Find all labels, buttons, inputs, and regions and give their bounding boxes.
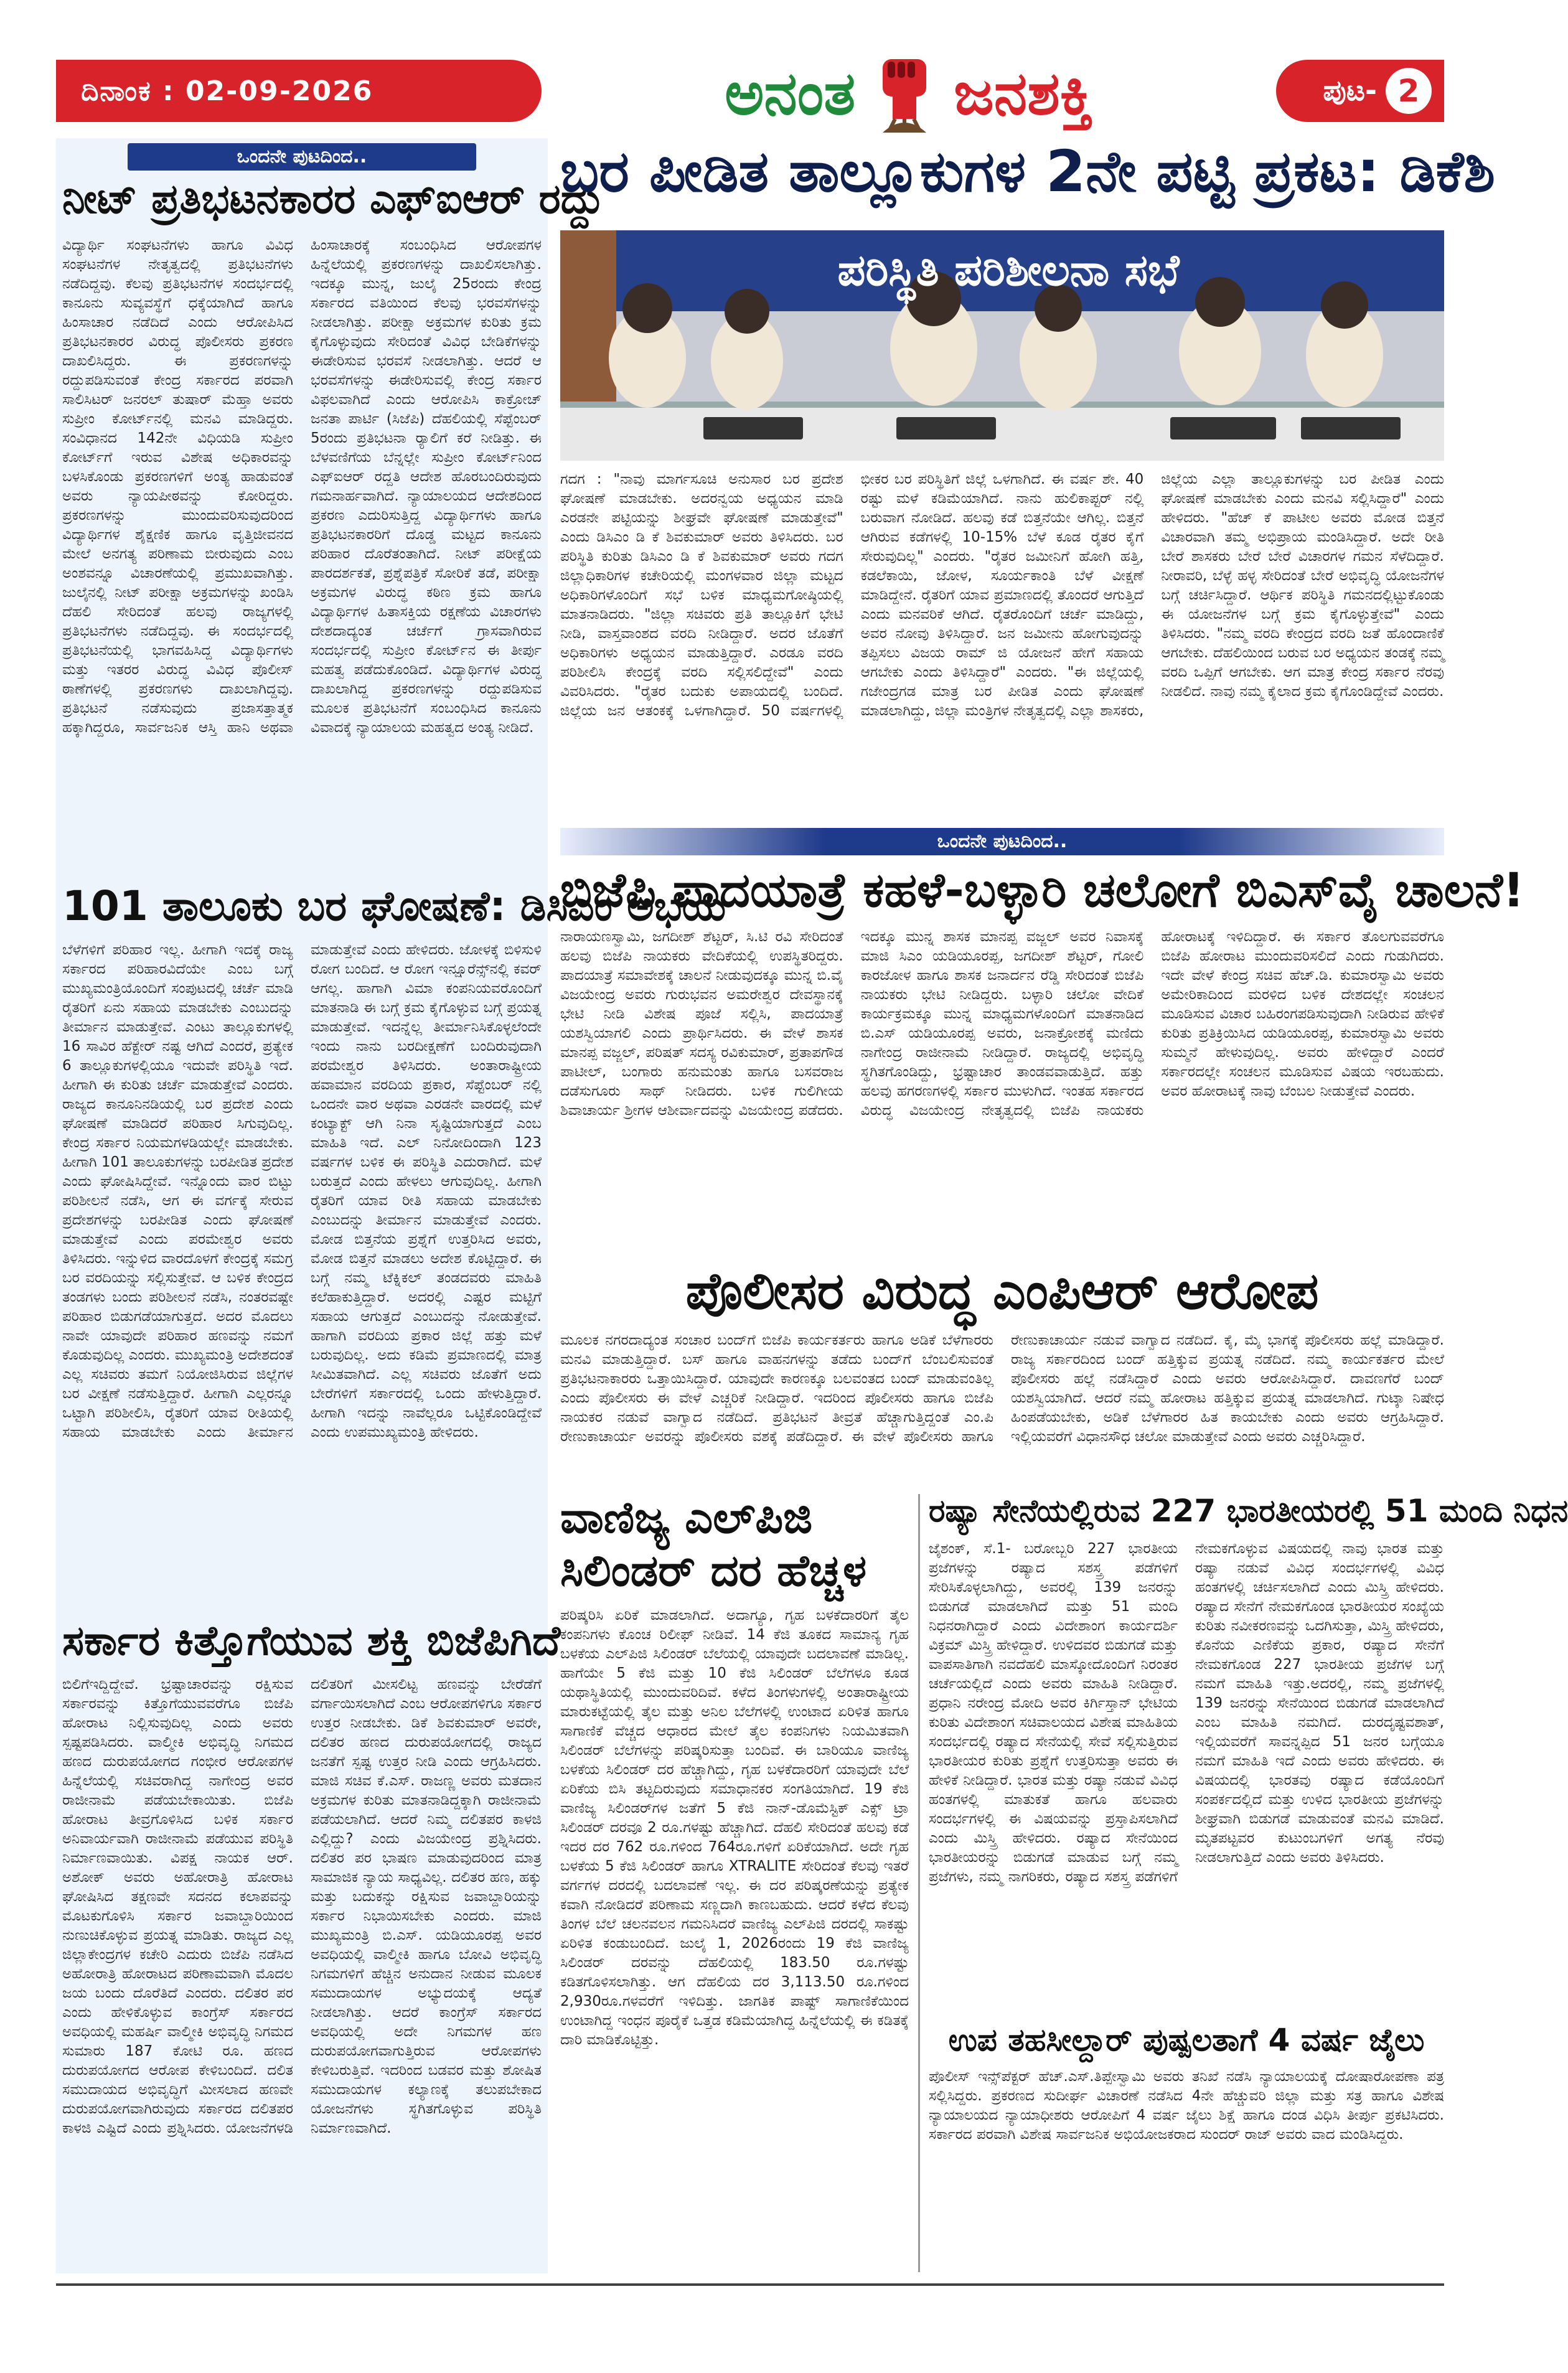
lpg-article <box>560 1494 909 2260</box>
lead-headline: ಬರ ಪೀಡಿತ ತಾಲ್ಲೂಕುಗಳ 2ನೇ ಪಟ್ಟಿ ಪ್ರಕಟ: ಡಿಕೆಶಿ <box>560 138 1495 205</box>
page-number: 2 <box>1386 68 1432 114</box>
meeting-photo <box>560 230 1444 461</box>
date-bar <box>56 60 542 122</box>
padayatre-headline: ಬಿಜೆಪಿ ಪಾದಯಾತ್ರೆ ಕಹಳೆ-ಬಳ್ಳಾರಿ ಚಲೋಗೆ ಬಿಎಸ್‌ವೈ ಚಾಲನೆ! <box>560 862 1524 918</box>
tahsildar-body: ಪೊಲೀಸ್ ಇನ್ಸ್‌ಪೆಕ್ಟರ್ ಹೆಚ್.ಎಸ್.ತಿಪ್ಪೇಸ್ವಾಮಿ ಅವರು ತನಿಖೆ ನಡೆಸಿ ನ್ಯಾಯಾಲಯಕ್ಕೆ ದೋಷಾರೋಪಣಾ ಪತ್ರ ಸಲ್ಲಿಸಿದ್ದರು. ಪ್ರಕರಣದ ಸುದೀರ್ಘ ವಿಚಾರಣೆ ನಡೆಸಿದ 4ನೇ ಹೆಚ್ಚುವರಿ ಜಿಲ್ಲಾ ಮತ್ತು ಸತ್ರ ಹಾಗೂ ವಿಶೇಷ ನ್ಯಾಯಾಲಯದ ನ್ಯಾಯಾಧೀಶರು ಆರೋಪಿಗೆ 4 ವರ್ಷ ಜೈಲು ಶಿಕ್ಷೆ ಹಾಗೂ ದಂಡ ವಿಧಿಸಿ ತೀರ್ಪು ಪ್ರಕಟಿಸಿದರು. ಸರ್ಕಾರದ ಪರವಾಗಿ ವಿಶೇಷ ಸಾರ್ವಜನಿಕ ಅಭಿಯೋಜಕರಾದ ಸುಂದರ್ ರಾಜ್ ಅವರು ವಾದ ಮಂಡಿಸಿದ್ದರು. <box>929 2069 1444 2143</box>
tahsildar-article <box>929 2023 1444 2267</box>
page-label: ಪುಟ- <box>1323 73 1377 107</box>
drought-taluk-body: ಬೆಳೆಗಳಿಗೆ ಪರಿಹಾರ ಇಲ್ಲ. ಹೀಗಾಗಿ ಇದಕ್ಕೆ ರಾಜ್ಯ ಸರ್ಕಾರದ ಪರಿಹಾರವಿದೆಯೇ ಎಂಬ ಬಗ್ಗೆ ಮುಖ್ಯಮಂತ್ರಿಯೊಂದಿಗೆ ಸಂಪುಟದಲ್ಲಿ ಚರ್ಚೆ ಮಾಡಿ ರೈತರಿಗೆ ಏನು ಸಹಾಯ ಮಾಡಬೇಕು ಎಂಬುದನ್ನು ತೀರ್ಮಾನ ಮಾಡುತ್ತೇವೆ. ಎಂಟು ತಾಲ್ಲೂಕುಗಳಲ್ಲಿ 16 ಸಾವಿರ ಹೆಕ್ಟೇರ್ ನಷ್ಟ ಆಗಿದೆ ಎಂದರೆ, ಪ್ರತ್ಯೇಕ 6 ತಾಲ್ಲೂಕುಗಳಲ್ಲಿಯೂ ಇದುವೇ ಪರಿಸ್ಥಿತಿ ಇದೆ. ಹೀಗಾಗಿ ಈ ಕುರಿತು ಚರ್ಚೆ ಮಾಡುತ್ತೇವೆ ಎಂದರು. ರಾಜ್ಯದ ಕಾನೂನಿನಡಿಯಲ್ಲಿ ಬರ ಪ್ರದೇಶ ಎಂದು ಘೋಷಣೆ ಮಾಡಿದರೆ ಪರಿಹಾರ ಸಿಗುವುದಿಲ್ಲ. ಕೇಂದ್ರ ಸರ್ಕಾರ ನಿಯಮಗಳಡಿಯಲ್ಲೇ ಮಾಡಬೇಕು. ಹೀಗಾಗಿ 101 ತಾಲೂಕುಗಳನ್ನು ಬರಪೀಡಿತ ಪ್ರದೇಶ ಎಂದು ಘೋಷಿಸಿದ್ದೇವೆ. ಇನ್ನೊಂದು ವಾರ ಬಿಟ್ಟು ಪರಿಶೀಲನೆ ನಡೆಸಿ, ಆಗ ಈ ವರ್ಗಕ್ಕೆ ಸೇರುವ ಪ್ರದೇಶಗಳನ್ನು ಬರಪೀಡಿತ ಎಂದು ಘೋಷಣೆ ಮಾಡುತ್ತೇವೆ ಎಂದು ಪರಮೇಶ್ವರ ಅವರು ತಿಳಿಸಿದರು. ಇನ್ನುಳಿದ ವಾರದೊಳಗೆ ಕೇಂದ್ರಕ್ಕೆ ಸಮಗ್ರ ಬರ ವರದಿಯನ್ನು ಸಲ್ಲಿಸುತ್ತೇವೆ. ಆ ಬಳಿಕ ಕೇಂದ್ರದ ತಂಡಗಳು ಬಂದು ಪರಿಶೀಲನೆ ನಡೆಸಿ, ನಂತರವಷ್ಟೇ ಪರಿಹಾರ ಬಿಡುಗಡೆಯಾಗುತ್ತದೆ. ಅದರ ಮೊದಲು ನಾವೇ ಯಾವುದೇ ಪರಿಹಾರ ಹಣವನ್ನು ನಮಗೆ ಕೊಡುವುದಿಲ್ಲ ಎಂದರು. ಮುಖ್ಯಮಂತ್ರಿ ಅದೇಶದಂತೆ ಎಲ್ಲ ಸಚಿವರು ತಮಗೆ ನಿಯೋಜಿಸಿರುವ ಜಿಲ್ಲೆಗಳ ಬರ ವೀಕ್ಷಣೆ ನಡೆಸುತ್ತಿದ್ದಾರೆ. ಹೀಗಾಗಿ ಎಲ್ಲರನ್ನೂ ಒಟ್ಟಾಗಿ ಪರಿಶೀಲಿಸಿ, ರೈತರಿಗೆ ಯಾವ ರೀತಿಯಲ್ಲಿ ಸಹಾಯ ಮಾಡಬೇಕು ಎಂದು ತೀರ್ಮಾನ ಮಾಡುತ್ತೇವೆ ಎಂದು ಹೇಳಿದರು. ಜೋಳಕ್ಕೆ ಬಿಳಿಸುಳಿ ರೋಗ ಬಂದಿದೆ. ಆ ರೋಗ ಇನ್ಷೂರೆನ್ಸ್‌ನಲ್ಲಿ ಕವರ್ ಆಗಲ್ಲ. ಹಾಗಾಗಿ ವಿಮಾ ಕಂಪನಿಯವರೊಂದಿಗೆ ಮಾತನಾಡಿ ಈ ಬಗ್ಗೆ ಕ್ರಮ ಕೈಗೊಳ್ಳುವ ಬಗ್ಗೆ ಪ್ರಯತ್ನ ಮಾಡುತ್ತೇವೆ. ಇದನ್ನೆಲ್ಲ ತೀರ್ಮಾನಿಸಿಕೊಳ್ಳಲೆಂದೇ ಇಂದು ನಾನು ಬರದೀಕ್ಷಣೆಗೆ ಬಂದಿರುವುದಾಗಿ ಪರಮೇಶ್ವರ ತಿಳಿಸಿದರು. ಅಂತಾರಾಷ್ಟ್ರೀಯ ಹವಾಮಾನ ವರದಿಯ ಪ್ರಕಾರ, ಸೆಪ್ಟೆಂಬರ್ ನಲ್ಲಿ ಒಂದನೇ ವಾರ ಅಥವಾ ಎರಡನೇ ವಾರದಲ್ಲಿ ಮಳೆ ಕಂಟ್ಯಾಕ್ಟ್ ಆಗಿ ನಿನಾ ಸೃಷ್ಟಿಯಾಗುತ್ತದೆ ಎಂಬ ಮಾಹಿತಿ ಇದೆ. ಎಲ್ ನಿನೋದಿಂದಾಗಿ 123 ವರ್ಷಗಳ ಬಳಿಕ ಈ ಪರಿಸ್ಥಿತಿ ಎದುರಾಗಿದೆ. ಮಳೆ ಬರುತ್ತದೆ ಎಂದು ಹೇಳಲು ಆಗುವುದಿಲ್ಲ. ಹೀಗಾಗಿ ರೈತರಿಗೆ ಯಾವ ರೀತಿ ಸಹಾಯ ಮಾಡಬೇಕು ಎಂಬುದನ್ನು ತೀರ್ಮಾನ ಮಾಡುತ್ತೇವೆ ಎಂದರು. ಮೋಡ ಬಿತ್ತನೆಯ ಪ್ರಶ್ನೆಗೆ ಉತ್ತರಿಸಿದ ಅವರು, ಮೋಡ ಬಿತ್ತನೆ ಮಾಡಲು ಅದೇಶ ಕೊಟ್ಟಿದ್ದಾರೆ. ಈ ಬಗ್ಗೆ ನಮ್ಮ ಟೆಕ್ನಿಕಲ್ ತಂಡದವರು ಮಾಹಿತಿ ಕಲೆಹಾಕುತ್ತಿದ್ದಾರೆ. ಅದರಲ್ಲಿ ಎಷ್ಟರ ಮಟ್ಟಿಗೆ ಸಹಾಯ ಆಗುತ್ತದೆ ಎಂಬುದನ್ನು ನೋಡುತ್ತೇವೆ. ಹಾಗಾಗಿ ವರದಿಯ ಪ್ರಕಾರ ಜಿಲ್ಲೆ ಹತ್ತು ಮಳೆ ಬರುವುದಿಲ್ಲ. ಅದು ಕಡಿಮೆ ಪ್ರಮಾಣದಲ್ಲಿ ಮಾತ್ರ ಸೀಮಿತವಾಗಿದೆ. ಎಲ್ಲ ಸಚಿವರು ಜೊತೆಗೆ ಅದು ಬೇರೆಗಳಿಗೆ ಸರ್ಕಾರದಲ್ಲಿ ಒಂದು ಹೇಳುತ್ತಿದ್ದಾರೆ. ಹೀಗಾಗಿ ಇದನ್ನು ನಾವೆಲ್ಲರೂ ಒಟ್ಟಿಕೊಂಡಿದ್ದೇವೆ ಎಂದು ಉಪಮುಖ್ಯಮಂತ್ರಿ ಹೇಳಿದರು. <box>62 941 542 1440</box>
neet-body: ವಿದ್ಯಾರ್ಥಿ ಸಂಘಟನೆಗಳು ಹಾಗೂ ವಿವಿಧ ಸಂಘಟನೆಗಳ ನೇತೃತ್ವದಲ್ಲಿ ಪ್ರತಿಭಟನೆಗಳು ನಡೆದಿದ್ದವು. ಕೆಲವು ಪ್ರತಿಭಟನೆಗಳ ಸಂದರ್ಭದಲ್ಲಿ ಕಾನೂನು ಸುವ್ಯವಸ್ಥೆಗೆ ಧಕ್ಕೆಯಾಗಿದೆ ಹಾಗೂ ಹಿಂಸಾಚಾರ ನಡೆದಿದೆ ಎಂದು ಆರೋಪಿಸಿದ ಪ್ರತಿಭಟನಕಾರರ ವಿರುದ್ಧ ಪೊಲೀಸರು ಪ್ರಕರಣ ದಾಖಲಿಸಿದ್ದರು. ಈ ಪ್ರಕರಣಗಳನ್ನು ರದ್ದುಪಡಿಸುವಂತೆ ಕೇಂದ್ರ ಸರ್ಕಾರದ ಪರವಾಗಿ ಸಾಲಿಸಿಟರ್ ಜನರಲ್ ತುಷಾರ್ ಮೆಹ್ತಾ ಅವರು ಸುಪ್ರೀಂ ಕೋರ್ಟ್‌ನಲ್ಲಿ ಮನವಿ ಮಾಡಿದ್ದರು. ಸಂವಿಧಾನದ 142ನೇ ವಿಧಿಯಡಿ ಸುಪ್ರೀಂ ಕೋರ್ಟ್‌ಗೆ ಇರುವ ವಿಶೇಷ ಅಧಿಕಾರವನ್ನು ಬಳಸಿಕೊಂಡು ಪ್ರಕರಣಗಳಿಗೆ ಅಂತ್ಯ ಹಾಡುವಂತೆ ಅವರು ನ್ಯಾಯಪೀಠವನ್ನು ಕೋರಿದ್ದರು. ಪ್ರಕರಣಗಳನ್ನು ಮುಂದುವರಿಸುವುದರಿಂದ ವಿದ್ಯಾರ್ಥಿಗಳ ಶೈಕ್ಷಣಿಕ ಹಾಗೂ ವೃತ್ತಿಜೀವನದ ಮೇಲೆ ಅನಗತ್ಯ ಪರಿಣಾಮ ಬೀರುವುದು ಎಂಬ ಅಂಶವನ್ನೂ ವಿಚಾರಣೆಯಲ್ಲಿ ಪ್ರಮುಖವಾಗಿತ್ತು. ಜುಲೈನಲ್ಲಿ ನೀಟ್ ಪರೀಕ್ಷಾ ಅಕ್ರಮಗಳನ್ನು ಖಂಡಿಸಿ ದೆಹಲಿ ಸೇರಿದಂತೆ ಹಲವು ರಾಜ್ಯಗಳಲ್ಲಿ ಪ್ರತಿಭಟನೆಗಳು ನಡೆದಿದ್ದವು. ಈ ಸಂದರ್ಭದಲ್ಲಿ ಪ್ರತಿಭಟನೆಯಲ್ಲಿ ಭಾಗವಹಿಸಿದ್ದ ವಿದ್ಯಾರ್ಥಿಗಳು ಮತ್ತು ಇತರರ ವಿರುದ್ಧ ವಿವಿಧ ಪೊಲೀಸ್ ಠಾಣೆಗಳಲ್ಲಿ ಪ್ರಕರಣಗಳು ದಾಖಲಾಗಿದ್ದವು. ಪ್ರತಿಭಟನೆ ನಡೆಸುವುದು ಪ್ರಜಾಸತ್ತಾತ್ಮಕ ಹಕ್ಕಾಗಿದ್ದರೂ, ಸಾರ್ವಜನಿಕ ಆಸ್ತಿ ಹಾನಿ ಅಥವಾ ಹಿಂಸಾಚಾರಕ್ಕೆ ಸಂಬಂಧಿಸಿದ ಆರೋಪಗಳ ಹಿನ್ನೆಲೆಯಲ್ಲಿ ಪ್ರಕರಣಗಳನ್ನು ದಾಖಲಿಸಲಾಗಿತ್ತು. ಇದಕ್ಕೂ ಮುನ್ನ, ಜುಲೈ 25ರಂದು ಕೇಂದ್ರ ಸರ್ಕಾರದ ವತಿಯಿಂದ ಕೆಲವು ಭರವಸೆಗಳನ್ನು ನೀಡಲಾಗಿತ್ತು. ಪರೀಕ್ಷಾ ಅಕ್ರಮಗಳ ಕುರಿತು ಕ್ರಮ ಕೈಗೊಳ್ಳುವುದು ಸೇರಿದಂತೆ ವಿವಿಧ ಬೇಡಿಕೆಗಳನ್ನು ಈಡೇರಿಸುವ ಭರವಸೆ ನೀಡಲಾಗಿತ್ತು. ಆದರೆ ಆ ಭರವಸೆಗಳನ್ನು ಈಡೇರಿಸುವಲ್ಲಿ ಕೇಂದ್ರ ಸರ್ಕಾರ ವಿಫಲವಾಗಿದೆ ಎಂದು ಆರೋಪಿಸಿ ಕಾಕ್ರೋಚ್ ಜನತಾ ಪಾರ್ಟಿ (ಸಿಜೆಪಿ) ದೆಹಲಿಯಲ್ಲಿ ಸೆಪ್ಟೆಂಬರ್ 5ರಂದು ಪ್ರತಿಭಟನಾ ರ‍್ಯಾಲಿಗೆ ಕರೆ ನೀಡಿತ್ತು. ಈ ಬೆಳವಣಿಗೆಯ ಬೆನ್ನಲ್ಲೇ ಸುಪ್ರೀಂ ಕೋರ್ಟ್‌ನಿಂದ ಎಫ್‌ಐಆರ್ ರದ್ದತಿ ಆದೇಶ ಹೊರಬಂದಿರುವುದು ಗಮನಾರ್ಹವಾಗಿದೆ. ನ್ಯಾಯಾಲಯದ ಆದೇಶದಿಂದ ಪ್ರಕರಣ ಎದುರಿಸುತ್ತಿದ್ದ ವಿದ್ಯಾರ್ಥಿಗಳು ಹಾಗೂ ಪ್ರತಿಭಟನಕಾರರಿಗೆ ದೊಡ್ಡ ಮಟ್ಟದ ಕಾನೂನು ಪರಿಹಾರ ದೊರೆತಂತಾಗಿದೆ. ನೀಟ್ ಪರೀಕ್ಷೆಯ ಪಾರದರ್ಶಕತೆ, ಪ್ರಶ್ನೆಪತ್ರಿಕೆ ಸೋರಿಕೆ ತಡೆ, ಪರೀಕ್ಷಾ ಅಕ್ರಮಗಳ ವಿರುದ್ಧ ಕಠಿಣ ಕ್ರಮ ಹಾಗೂ ವಿದ್ಯಾರ್ಥಿಗಳ ಹಿತಾಸಕ್ತಿಯ ರಕ್ಷಣೆಯ ವಿಚಾರಗಳು ದೇಶದಾದ್ಯಂತ ಚರ್ಚೆಗೆ ಗ್ರಾಸವಾಗಿರುವ ಸಂದರ್ಭದಲ್ಲಿ ಸುಪ್ರೀಂ ಕೋರ್ಟ್‌ನ ಈ ತೀರ್ಪು ಮಹತ್ವ ಪಡೆದುಕೊಂಡಿದೆ. ವಿದ್ಯಾರ್ಥಿಗಳ ವಿರುದ್ಧ ದಾಖಲಾಗಿದ್ದ ಪ್ರಕರಣಗಳನ್ನು ರದ್ದುಪಡಿಸುವ ಮೂಲಕ ಪ್ರತಿಭಟನೆಗೆ ಸಂಬಂಧಿಸಿದ ಕಾನೂನು ವಿವಾದಕ್ಕೆ ನ್ಯಾಯಾಲಯ ಮಹತ್ವದ ಅಂತ್ಯ ನೀಡಿದೆ. <box>62 237 542 736</box>
meeting-photo-image <box>560 230 1444 461</box>
logo-word-right: ಜನಶಕ್ತಿ <box>954 57 1093 128</box>
russia-body: ಜೈಶಂಕ್, ಸೆ.1- ಬರೋಬ್ಬರಿ 227 ಭಾರತೀಯ ಪ್ರಜೆಗಳನ್ನು ರಷ್ಯಾದ ಸಶಸ್ತ್ರ ಪಡೆಗಳಿಗೆ ಸೇರಿಸಿಕೊಳ್ಳಲಾಗಿದ್ದು, ಅವರಲ್ಲಿ 139 ಜನರನ್ನು ಬಿಡುಗಡೆ ಮಾಡಲಾಗಿದೆ ಮತ್ತು 51 ಮಂದಿ ನಿಧನರಾಗಿದ್ದಾರೆ ಎಂದು ವಿದೇಶಾಂಗ ಕಾರ್ಯದರ್ಶಿ ವಿಕ್ರಮ್ ಮಿಸ್ತ್ರಿ ಹೇಳಿದ್ದಾರೆ. ಉಳಿದವರ ಬಿಡುಗಡೆ ಮತ್ತು ವಾಪಸಾತಿಗಾಗಿ ನವದೆಹಲಿ ಮಾಸ್ಕೋದೊಂದಿಗೆ ನಿರಂತರ ಚರ್ಚೆಯಲ್ಲಿದೆ ಎಂದು ಅವರು ಮಾಹಿತಿ ನೀಡಿದ್ದಾರೆ. ಪ್ರಧಾನಿ ನರೇಂದ್ರ ಮೋದಿ ಅವರ ಕಿರ್ಗಿಸ್ತಾನ್ ಭೇಟಿಯ ಕುರಿತು ವಿದೇಶಾಂಗ ಸಚಿವಾಲಯದ ವಿಶೇಷ ಮಾಹಿತಿಯ ಸಂದರ್ಭದಲ್ಲಿ ರಷ್ಯಾದ ಸೇನೆಯಲ್ಲಿ ಸೇವೆ ಸಲ್ಲಿಸುತ್ತಿರುವ ಭಾರತೀಯರ ಕುರಿತು ಪ್ರಶ್ನೆಗೆ ಉತ್ತರಿಸುತ್ತಾ ಅವರು ಈ ಹೇಳಿಕೆ ನೀಡಿದ್ದಾರೆ. ಭಾರತ ಮತ್ತು ರಷ್ಯಾ ನಡುವೆ ವಿವಿಧ ಹಂತಗಳಲ್ಲಿ ಮಾತುಕತೆ ಹಾಗೂ ಹಲವಾರು ಸಂದರ್ಭಗಳಲ್ಲಿ ಈ ವಿಷಯವನ್ನು ಪ್ರಸ್ತಾಪಿಸಲಾಗಿದೆ ಎಂದು ಮಿಸ್ತ್ರಿ ಹೇಳಿದರು. ರಷ್ಯಾದ ಸೇನೆಯಿಂದ ಭಾರತೀಯರನ್ನು ಬಿಡುಗಡೆ ಮಾಡುವ ಬಗ್ಗೆ ನಮ್ಮ ಪ್ರಜೆಗಳು, ನಮ್ಮ ನಾಗರಿಕರು, ರಷ್ಯಾದ ಸಶಸ್ತ್ರ ಪಡೆಗಳಿಗೆ ನೇಮಕಗೊಳ್ಳುವ ವಿಷಯದಲ್ಲಿ ನಾವು ಭಾರತ ಮತ್ತು ರಷ್ಯಾ ನಡುವೆ ವಿವಿಧ ಸಂದರ್ಭಗಳಲ್ಲಿ ವಿವಿಧ ಹಂತಗಳಲ್ಲಿ ಚರ್ಚಿಸಲಾಗಿದೆ ಎಂದು ಮಿಸ್ತ್ರಿ ಹೇಳಿದರು. ರಷ್ಯಾದ ಸೇನೆಗೆ ನೇಮಕಗೊಂಡ ಭಾರತೀಯರ ಸಂಖ್ಯೆಯ ಕುರಿತು ನವೀಕರಣವನ್ನು ಒದಗಿಸುತ್ತಾ, ಮಿಸ್ತ್ರಿ ಹೇಳಿದರು, ಕೊನೆಯ ಎಣಿಕೆಯ ಪ್ರಕಾರ, ರಷ್ಯಾದ ಸೇನೆಗೆ ನೇಮಕಗೊಂಡ 227 ಭಾರತೀಯ ಪ್ರಜೆಗಳ ಬಗ್ಗೆ ನಮಗೆ ಮಾಹಿತಿ ಇತ್ತು.ಅದರಲ್ಲಿ, ನಮ್ಮ ಪ್ರಜೆಗಳಲ್ಲಿ 139 ಜನರನ್ನು ಸೇನೆಯಿಂದ ಬಿಡುಗಡೆ ಮಾಡಲಾಗಿದೆ ಎಂಬ ಮಾಹಿತಿ ನಮಗಿದೆ. ದುರದೃಷ್ಟವಶಾತ್, ಇಲ್ಲಿಯವರೆಗೆ ಸಾವನ್ನಪ್ಪಿದ 51 ಜನರ ಬಗ್ಗೆಯೂ ನಮಗೆ ಮಾಹಿತಿ ಇದೆ ಎಂದು ಅವರು ಹೇಳಿದರು. ಈ ವಿಷಯದಲ್ಲಿ ಭಾರತವು ರಷ್ಯಾದ ಕಡೆಯೊಂದಿಗೆ ಸಂಪರ್ಕದಲ್ಲಿದೆ ಮತ್ತು ಉಳಿದ ಭಾರತೀಯ ಪ್ರಜೆಗಳನ್ನು ಶೀಘ್ರವಾಗಿ ಬಿಡುಗಡೆ ಮಾಡುವಂತೆ ಮನವಿ ಮಾಡಿದೆ. ಮೃತಪಟ್ಟವರ ಕುಟುಂಬಗಳಿಗೆ ಅಗತ್ಯ ನೆರವು ನೀಡಲಾಗುತ್ತಿದೆ ಎಂದು ಅವರು ತಿಳಿಸಿದರು. <box>929 1541 1444 1885</box>
logo-word-left: ಅನಂತ <box>725 57 856 128</box>
police-body: ಮೂಲಕ ನಗರದಾದ್ಯಂತ ಸಂಚಾರ ಬಂದ್‌ಗೆ ಬಿಜೆಪಿ ಕಾರ್ಯಕರ್ತರು ಹಾಗೂ ಅಡಿಕೆ ಬೆಳೆಗಾರರು ಮನವಿ ಮಾಡುತ್ತಿದ್ದಾರೆ. ಬಸ್ ಹಾಗೂ ವಾಹನಗಳನ್ನು ತಡೆದು ಬಂದ್‌ಗೆ ಬೆಂಬಲಿಸುವಂತೆ ಪ್ರತಿಭಟನಾಕಾರರು ಒತ್ತಾಯಿಸಿದ್ದಾರೆ. ಯಾವುದೇ ಕಾರಣಕ್ಕೂ ಬಲವಂತದ ಬಂದ್ ಮಾಡುವಂತಿಲ್ಲ ಎಂದು ಪೊಲೀಸರು ಈ ವೇಳೆ ಎಚ್ಚರಿಕೆ ನೀಡಿದ್ದಾರೆ. ಇದರಿಂದ ಪೊಲೀಸರು ಹಾಗೂ ಬಿಜೆಪಿ ನಾಯಕರ ನಡುವೆ ವಾಗ್ವಾದ ನಡೆದಿದೆ. ಪ್ರತಿಭಟನೆ ತೀವ್ರತೆ ಹೆಚ್ಚಾಗುತ್ತಿದ್ದಂತೆ ಎಂ.ಪಿ ರೇಣುಕಾಚಾರ್ಯ ಅವರನ್ನು ಪೊಲೀಸರು ವಶಕ್ಕೆ ಪಡೆದಿದ್ದಾರೆ. ಈ ವೇಳೆ ಪೊಲೀಸರು ಹಾಗೂ ರೇಣುಕಾಚಾರ್ಯ ನಡುವೆ ವಾಗ್ವಾದ ನಡೆದಿದೆ. ಕೈ, ಮೈ ಭಾಗಕ್ಕೆ ಪೊಲೀಸರು ಹಲ್ಲೆ ಮಾಡಿದ್ದಾರೆ. ರಾಜ್ಯ ಸರ್ಕಾರದಿಂದ ಬಂದ್ ಹತ್ತಿಕ್ಕುವ ಪ್ರಯತ್ನ ನಡೆದಿದೆ. ನಮ್ಮ ಕಾರ್ಯಕರ್ತರ ಮೇಲೆ ಪೊಲೀಸರು ಹಲ್ಲೆ ನಡೆಸಿದ್ದಾರೆ ಎಂದು ಅವರು ಆರೋಪಿಸಿದ್ದಾರೆ. ದಾವಣಗೆರೆ ಬಂದ್ ಯಶಸ್ವಿಯಾಗಿದೆ. ಆದರೆ ನಮ್ಮ ಹೋರಾಟ ಹತ್ತಿಕ್ಕುವ ಪ್ರಯತ್ನ ಮಾಡಲಾಗಿದೆ. ಗುಟ್ಕಾ ನಿಷೇಧ ಹಿಂಪಡೆಯಬೇಕು, ಅಡಿಕೆ ಬೆಳೆಗಾರರ ಹಿತ ಕಾಯಬೇಕು ಎಂದು ಅವರು ಆಗ್ರಹಿಸಿದ್ದಾರೆ. ಇಲ್ಲಿಯವರೆಗೆ ವಿಧಾನಸೌಧ ಚಲೋ ಮಾಡುತ್ತೇವೆ ಎಂದು ಅವರು ಎಚ್ಚರಿಸಿದ್ದಾರೆ. <box>560 1332 1444 1445</box>
lpg-headline-line1: ವಾಣಿಜ್ಯ ಎಲ್‌ಪಿಜಿ <box>560 1492 813 1543</box>
police-headline: ಪೊಲೀಸರ ವಿರುದ್ಧ ಎಂಪಿಆರ್ ಆರೋಪ <box>685 1262 1319 1321</box>
newspaper-logo <box>560 52 1257 134</box>
footer-rule <box>56 2283 1444 2286</box>
neet-kicker: ಒಂದನೇ ಪುಟದಿಂದ.. <box>128 143 476 171</box>
neet-headline: ನೀಟ್ ಪ್ರತಿಭಟನಕಾರರ ಎಫ್‌ಐಆರ್ ರದ್ದು <box>62 175 604 223</box>
padayatre-article <box>560 828 1524 1289</box>
raised-fist-icon <box>870 53 939 134</box>
lpg-body: ಪರಿಷ್ಕರಿಸಿ ಏರಿಕೆ ಮಾಡಲಾಗಿದೆ. ಅದಾಗ್ಯೂ, ಗೃಹ ಬಳಕೆದಾರರಿಗೆ ತೈಲ ಕಂಪನಿಗಳು ಕೊಂಚ ರಿಲೀಫ್ ನೀಡಿವೆ. 14 ಕೆಜಿ ತೂಕದ ಸಾಮಾನ್ಯ ಗೃಹ ಬಳಕೆಯ ಎಲ್‌ಪಿಜಿ ಸಿಲಿಂಡರ್ ಬೆಲೆಯಲ್ಲಿ ಯಾವುದೇ ಬದಲಾವಣೆ ಮಾಡಿಲ್ಲ. ಹಾಗೆಯೇ 5 ಕೆಜಿ ಮತ್ತು 10 ಕೆಜಿ ಸಿಲಿಂಡರ್ ಬೆಲೆಗಳೂ ಕೂಡ ಯಥಾಸ್ಥಿತಿಯಲ್ಲಿ ಮುಂದುವರಿದಿವೆ. ಕಳೆದ ತಿಂಗಳುಗಳಲ್ಲಿ ಅಂತಾರಾಷ್ಟ್ರೀಯ ಮಾರುಕಟ್ಟೆಯಲ್ಲಿ ತೈಲ ಮತ್ತು ಅನಿಲ ಬೆಲೆಗಳಲ್ಲಿ ಉಂಟಾದ ಏರಿಳಿತ ಹಾಗೂ ಸಾಗಾಣಿಕೆ ವೆಚ್ಚದ ಆಧಾರದ ಮೇಲೆ ತೈಲ ಕಂಪನಿಗಳು ನಿಯಮಿತವಾಗಿ ಸಿಲಿಂಡರ್ ಬೆಲೆಗಳನ್ನು ಪರಿಷ್ಕರಿಸುತ್ತಾ ಬಂದಿವೆ. ಈ ಬಾರಿಯೂ ವಾಣಿಜ್ಯ ಬಳಕೆಯ ಸಿಲಿಂಡರ್ ದರ ಹೆಚ್ಚಾಗಿದ್ದು, ಗೃಹ ಬಳಕೆದಾರರಿಗೆ ಯಾವುದೇ ಬೆಲೆ ಏರಿಕೆಯ ಬಿಸಿ ತಟ್ಟದಿರುವುದು ಸಮಾಧಾನಕರ ಸಂಗತಿಯಾಗಿದೆ. 19 ಕೆಜಿ ವಾಣಿಜ್ಯ ಸಿಲಿಂಡರ್‌ಗಳ ಜತೆಗೆ 5 ಕೆಜಿ ನಾನ್-ಡೊಮೆಸ್ಟಿಕ್ ಎಕ್ಸ್ ಟ್ರಾ ಸಿಲಿಂಡರ್ ದರವೂ 2 ರೂ.ಗಳಷ್ಟು ಹೆಚ್ಚಾಗಿದೆ. ದೆಹಲಿ ಸೇರಿದಂತೆ ಹಲವು ಕಡೆ ಇದರ ದರ 762 ರೂ.ಗಳಿಂದ 764ರೂ.ಗಳಿಗೆ ಏರಿಕೆಯಾಗಿದೆ. ಅದೇ ಗೃಹ ಬಳಕೆಯ 5 ಕೆಜಿ ಸಿಲಿಂಡರ್ ಹಾಗೂ XTRALITE ಸೇರಿದಂತೆ ಕೆಲವು ಇತರೆ ವರ್ಗಗಳ ದರದಲ್ಲಿ ಬದಲಾವಣೆ ಇಲ್ಲ. ಈ ದರ ಪರಿಷ್ಕರಣೆಯನ್ನು ಪ್ರತ್ಯೇಕ ಕವಾಗಿ ನೋಡಿದರೆ ಪರಿಣಾಮ ಸಣ್ಣದಾಗಿ ಕಾಣಬಹುದು. ಆದರೆ ಕಳೆದ ಕೆಲವು ತಿಂಗಳ ಬೆಲೆ ಚಲನವಲನ ಗಮನಿಸಿದರೆ ವಾಣಿಜ್ಯ ಎಲ್‌ಪಿಜಿ ದರದಲ್ಲಿ ಸಾಕಷ್ಟು ಏರಿಳಿತ ಕಂಡುಬಂದಿದೆ. ಜುಲೈ 1, 2026ರಂದು 19 ಕೆಜಿ ವಾಣಿಜ್ಯ ಸಿಲಿಂಡರ್ ದರವನ್ನು ದೆಹಲಿಯಲ್ಲಿ 183.50 ರೂ.ಗಳಷ್ಟು ಕಡಿತಗೊಳಿಸಲಾಗಿತ್ತು. ಆಗ ದೆಹಲಿಯ ದರ 3,113.50 ರೂ.ಗಳಿಂದ 2,930ರೂ.ಗಳವರೆಗೆ ಇಳಿದಿತ್ತು. ಜಾಗತಿಕ ಪಾಷ್ಟ್ ಸಾಗಾಣಿಕೆಯಿಂದ ಉಂಟಾಗಿದ್ದ ಇಂಧನ ಪೂರೈಕೆ ಒತ್ತಡ ಕಡಿಮೆಯಾಗಿದ್ದ ಹಿನ್ನೆಲೆಯಲ್ಲಿ ಈ ಕಡಿತಕ್ಕೆ ದಾರಿ ಮಾಡಿಕೊಟ್ಟಿತ್ತು. <box>560 1607 909 2048</box>
bjp-power-headline: ಸರ್ಕಾರ ಕಿತ್ತೊಗೆಯುವ ಶಕ್ತಿ ಬಿಜೆಪಿಗಿದೆ <box>62 1617 561 1665</box>
date-text: ದಿನಾಂಕ : 02-09-2026 <box>81 75 373 107</box>
drought-taluk-headline: 101 ತಾಲೂಕು ಬರ ಘೋಷಣೆ: ಡಿಸಿಎಂ ಅಭಯ <box>62 882 726 930</box>
tahsildar-headline: ಉಪ ತಹಸೀಲ್ದಾರ್ ಪುಷ್ಪಲತಾಗೆ 4 ವರ್ಷ ಜೈಲು <box>948 2022 1425 2058</box>
lpg-headline-line2: ಸಿಲಿಂಡರ್ ದರ ಹೆಚ್ಚಳ <box>560 1545 867 1596</box>
police-article <box>560 1264 1444 1487</box>
page-number-bar <box>1276 60 1444 122</box>
bjp-power-body: ಬಿಲಿಗೆಇದ್ದಿದ್ದೇವೆ. ಭ್ರಷ್ಟಾಚಾರವನ್ನು ರಕ್ಷಿಸುವ ಸರ್ಕಾರವನ್ನು ಕಿತ್ತೊಗೆಯುವವರೆಗೂ ಬಿಜೆಪಿ ಹೋರಾಟ ನಿಲ್ಲಿಸುವುದಿಲ್ಲ ಎಂದು ಅವರು ಸ್ಪಷ್ಟಪಡಿಸಿದರು. ವಾಲ್ಮೀಕಿ ಅಭಿವೃದ್ಧಿ ನಿಗಮದ ಹಣದ ದುರುಪಯೋಗದ ಗಂಭೀರ ಆರೋಪಗಳ ಹಿನ್ನೆಲೆಯಲ್ಲಿ ಸಚಿವರಾಗಿದ್ದ ನಾಗೇಂದ್ರ ಅವರ ರಾಜೀನಾಮೆ ಪಡೆಯಬೇಕಾಯಿತು. ಬಿಜೆಪಿ ಹೋರಾಟ ತೀವ್ರಗೊಳಿಸಿದ ಬಳಿಕ ಸರ್ಕಾರ ಅನಿವಾರ್ಯವಾಗಿ ರಾಜೀನಾಮೆ ಪಡೆಯುವ ಪರಿಸ್ಥಿತಿ ನಿರ್ಮಾಣವಾಯಿತು. ವಿಪಕ್ಷ ನಾಯಕ ಆರ್. ಅಶೋಕ್ ಅವರು ಅಹೋರಾತ್ರಿ ಹೋರಾಟ ಘೋಷಿಸಿದ ತಕ್ಷಣವೇ ಸದನದ ಕಲಾಪವನ್ನು ಮೊಟಕುಗೊಳಿಸಿ ಸರ್ಕಾರ ಜವಾಬ್ದಾರಿಯಿಂದ ನುಣುಚಿಕೊಳ್ಳುವ ಪ್ರಯತ್ನ ಮಾಡಿತು. ರಾಜ್ಯದ ಎಲ್ಲ ಜಿಲ್ಲಾಕೇಂದ್ರಗಳ ಕಚೇರಿ ಎದುರು ಬಿಜೆಪಿ ನಡೆಸಿದ ಅಹೋರಾತ್ರಿ ಹೋರಾಟದ ಪರಿಣಾಮವಾಗಿ ಮೊದಲ ಜಯ ಬಂದು ದೊರೆತಿದೆ ಎಂದರು. ದಲಿತರ ಪರ ಎಂದು ಹೇಳಿಕೊಳ್ಳುವ ಕಾಂಗ್ರೆಸ್ ಸರ್ಕಾರದ ಅವಧಿಯಲ್ಲಿ ಮಹರ್ಷಿ ವಾಲ್ಮೀಕಿ ಅಭಿವೃದ್ಧಿ ನಿಗಮದ ಸುಮಾರು 187 ಕೋಟಿ ರೂ. ಹಣದ ದುರುಪಯೋಗದ ಆರೋಪ ಕೇಳಿಬಂದಿದೆ. ದಲಿತ ಸಮುದಾಯದ ಅಭಿವೃದ್ಧಿಗೆ ಮೀಸಲಾದ ಹಣವೇ ದುರುಪಯೋಗವಾಗಿರುವುದು ಸರ್ಕಾರದ ದಲಿತಪರ ಕಾಳಜಿ ಎಷ್ಟಿದೆ ಎಂದು ಪ್ರಶ್ನಿಸಿದರು. ಯೋಜನೆಗಳಡಿ ದಲಿತರಿಗೆ ಮೀಸಲಿಟ್ಟ ಹಣವನ್ನು ಬೇರೆಡೆಗೆ ವರ್ಗಾಯಿಸಲಾಗಿದೆ ಎಂಬ ಆರೋಪಗಳಿಗೂ ಸರ್ಕಾರ ಉತ್ತರ ನೀಡಬೇಕು. ಡಿಕೆ ಶಿವಕುಮಾರ್ ಅವರೇ, ದಲಿತರ ಹಣದ ದುರುಪಯೋಗದಲ್ಲಿ ರಾಜ್ಯದ ಜನತೆಗೆ ಸ್ಪಷ್ಟ ಉತ್ತರ ನೀಡಿ ಎಂದು ಆಗ್ರಹಿಸಿದರು. ಮಾಜಿ ಸಚಿವ ಕೆ.ಎಸ್. ರಾಜಣ್ಣ ಅವರು ಮತದಾನ ಅಕ್ರಮಗಳ ಕುರಿತು ಮಾತನಾಡಿದ್ದಕ್ಕಾಗಿ ರಾಜೀನಾಮೆ ಪಡೆಯಲಾಗಿದೆ. ಆದರೆ ನಿಮ್ಮ ದಲಿತಪರ ಕಾಳಜಿ ಎಲ್ಲಿದ್ದು? ಎಂದು ವಿಜಯೇಂದ್ರ ಪ್ರಶ್ನಿಸಿದರು. ದಲಿತರ ಪರ ಭಾಷಣ ಮಾಡುವುದರಿಂದ ಮಾತ್ರ ಸಾಮಾಜಿಕ ನ್ಯಾಯ ಸಾಧ್ಯವಿಲ್ಲ. ದಲಿತರ ಹಣ, ಹಕ್ಕು ಮತ್ತು ಬದುಕನ್ನು ರಕ್ಷಿಸುವ ಜವಾಬ್ದಾರಿಯನ್ನು ಸರ್ಕಾರ ನಿಭಾಯಿಸಬೇಕು ಎಂದರು. ಮಾಜಿ ಮುಖ್ಯಮಂತ್ರಿ ಬಿ.ಎಸ್. ಯಡಿಯೂರಪ್ಪ ಅವರ ಅವಧಿಯಲ್ಲಿ ವಾಲ್ಮೀಕಿ ಹಾಗೂ ಬೋವಿ ಅಭಿವೃದ್ಧಿ ನಿಗಮಗಳಿಗೆ ಹೆಚ್ಚಿನ ಅನುದಾನ ನೀಡುವ ಮೂಲಕ ಸಮುದಾಯಗಳ ಅಭ್ಯುದಯಕ್ಕೆ ಆದ್ಯತೆ ನೀಡಲಾಗಿತ್ತು. ಆದರೆ ಕಾಂಗ್ರೆಸ್ ಸರ್ಕಾರದ ಅವಧಿಯಲ್ಲಿ ಅದೇ ನಿಗಮಗಳ ಹಣ ದುರುಪಯೋಗವಾಗುತ್ತಿರುವ ಆರೋಪಗಳು ಕೇಳಿಬರುತ್ತಿವೆ. ಇದರಿಂದ ಬಡವರ ಮತ್ತು ಶೋಷಿತ ಸಮುದಾಯಗಳ ಕಲ್ಯಾಣಕ್ಕೆ ತಲುಪಬೇಕಾದ ಯೋಜನೆಗಳು ಸ್ಥಗಿತಗೊಳ್ಳುವ ಪರಿಸ್ಥಿತಿ ನಿರ್ಮಾಣವಾಗಿದೆ. <box>62 1676 542 2136</box>
photo-banner-text: ಪರಿಸ್ಥಿತಿ ಪರಿಶೀಲನಾ ಸಭೆ <box>837 245 1180 296</box>
russia-headline: ರಷ್ಯಾ ಸೇನೆಯಲ್ಲಿರುವ 227 ಭಾರತೀಯರಲ್ಲಿ 51 ಮಂದಿ ನಿಧನ <box>929 1493 1568 1529</box>
bjp-power-article <box>62 1617 561 2291</box>
lead-body: ಗದಗ : "ನಾವು ಮಾರ್ಗಸೂಚಿ ಅನುಸಾರ ಬರ ಪ್ರದೇಶ ಘೋಷಣೆ ಮಾಡಬೇಕು. ಅದರನ್ವಯ ಅಧ್ಯಯನ ಮಾಡಿ ಎರಡನೇ ಪಟ್ಟಿಯನ್ನು ಶೀಘ್ರವೇ ಘೋಷಣೆ ಮಾಡುತ್ತೇವೆ" ಎಂದು ಡಿಸಿಎಂ ಡಿ ಕೆ ಶಿವಕುಮಾರ್ ಅವರು ತಿಳಿಸಿದರು. ಬರ ಪರಿಸ್ಥಿತಿ ಕುರಿತು ಡಿಸಿಎಂ ಡಿ ಕೆ ಶಿವಕುಮಾರ್ ಅವರು ಗದಗ ಜಿಲ್ಲಾಧಿಕಾರಿಗಳ ಕಚೇರಿಯಲ್ಲಿ ಮಂಗಳವಾರ ಜಿಲ್ಲಾ ಮಟ್ಟದ ಅಧಿಕಾರಿಗಳೊಂದಿಗೆ ಸಭೆ ಬಳಿಕ ಮಾಧ್ಯಮಗೋಷ್ಠಿಯಲ್ಲಿ ಮಾತನಾಡಿದರು. "ಜಿಲ್ಲಾ ಸಚಿವರು ಪ್ರತಿ ತಾಲ್ಲೂಕಿಗೆ ಭೇಟಿ ನೀಡಿ, ವಾಸ್ತವಾಂಶದ ವರದಿ ನೀಡಿದ್ದಾರೆ. ಅದರ ಜೊತೆಗೆ ಅಧಿಕಾರಿಗಳು ಅಧ್ಯಯನ ಮಾಡುತ್ತಿದ್ದಾರೆ. ಎರಡೂ ವರದಿ ಪರಿಶೀಲಿಸಿ ಕೇಂದ್ರಕ್ಕೆ ವರದಿ ಸಲ್ಲಿಸಲಿದ್ದೇವೆ" ಎಂದು ವಿವರಿಸಿದರು. "ರೈತರ ಬದುಕು ಅಪಾಯದಲ್ಲಿ ಬಂದಿದೆ. ಜಿಲ್ಲೆಯ ಜನ ಆತಂಕಕ್ಕೆ ಒಳಗಾಗಿದ್ದಾರೆ. 50 ವರ್ಷಗಳಲ್ಲಿ ಭೀಕರ ಬರ ಪರಿಸ್ಥಿತಿಗೆ ಜಿಲ್ಲೆ ಒಳಗಾಗಿದೆ. ಈ ವರ್ಷ ಶೇ. 40 ರಷ್ಟು ಮಳೆ ಕಡಿಮೆಯಾಗಿದೆ. ನಾನು ಹುಲಿಕಾಪ್ಟರ್ ನಲ್ಲಿ ಬರುವಾಗ ನೋಡಿದೆ. ಹಲವು ಕಡೆ ಬಿತ್ತನೆಯೇ ಆಗಿಲ್ಲ. ಬಿತ್ತನೆ ಆಗಿರುವ ಕಡೆಗಳಲ್ಲಿ 10-15% ಬೆಳೆ ಕೂಡ ರೈತರ ಕೈಗೆ ಸೇರುವುದಿಲ್ಲ" ಎಂದರು. "ರೈತರ ಜಮೀನಿಗೆ ಹೋಗಿ ಹತ್ತಿ, ಕಡಲೆಕಾಯಿ, ಜೋಳ, ಸೂರ್ಯಕಾಂತಿ ಬೆಳೆ ವೀಕ್ಷಣೆ ಮಾಡಿದ್ದೇನೆ. ರೈತರಿಗೆ ಯಾವ ಪ್ರಮಾಣದಲ್ಲಿ ತೊಂದರೆ ಆಗುತ್ತಿದೆ ಎಂದು ಮನವರಿಕೆ ಆಗಿದೆ. ರೈತರೊಂದಿಗೆ ಚರ್ಚೆ ಮಾಡಿದ್ದು, ಅವರ ನೋವು ತಿಳಿಸಿದ್ದಾರೆ. ಜನ ಜಮೀನು ಹೋಗುವುದನ್ನು ತಪ್ಪಿಸಲು ವಿಜಯ ರಾಮ್ ಜಿ ಯೋಜನೆ ಹೇಗೆ ಸಹಾಯ ಆಗಬೇಕು ಎಂದು ತಿಳಿಸಿದ್ದಾರೆ" ಎಂದರು. "ಈ ಜಿಲ್ಲೆಯಲ್ಲಿ ಗಜೇಂದ್ರಗಡ ಮಾತ್ರ ಬರ ಪೀಡಿತ ಎಂದು ಘೋಷಣೆ ಮಾಡಲಾಗಿದ್ದು, ಜಿಲ್ಲಾ ಮಂತ್ರಿಗಳ ನೇತೃತ್ವದಲ್ಲಿ ಎಲ್ಲಾ ಶಾಸಕರು, ಜಿಲ್ಲೆಯ ಎಲ್ಲಾ ತಾಲ್ಲೂಕುಗಳನ್ನು ಬರ ಪೀಡಿತ ಎಂದು ಘೋಷಣೆ ಮಾಡಬೇಕು ಎಂದು ಮನವಿ ಸಲ್ಲಿಸಿದ್ದಾರೆ" ಎಂದು ಹೇಳಿದರು. "ಹೆಚ್ ಕೆ ಪಾಟೀಲ ಅವರು ಮೋಡ ಬಿತ್ತನೆ ವಿಚಾರವಾಗಿ ತಮ್ಮ ಅಭಿಪ್ರಾಯ ಮಂಡಿಸಿದ್ದಾರೆ. ಅದೇ ರೀತಿ ಬೇರೆ ಶಾಸಕರು ಬೇರೆ ಬೇರೆ ವಿಚಾರಗಳ ಗಮನ ಸೆಳೆದಿದ್ದಾರೆ. ನೀರಾವರಿ, ಬೆಳ್ಳೆ ಹಳ್ಳ ಸೇರಿದಂತೆ ಬೇರೆ ಅಭಿವೃದ್ಧಿ ಯೋಜನೆಗಳ ಬಗ್ಗೆ ಚರ್ಚಿಸಿದ್ದಾರೆ. ಆರ್ಥಿಕ ಪರಿಸ್ಥಿತಿ ಗಮನದಲ್ಲಿಟ್ಟುಕೊಂಡು ಈ ಯೋಜನೆಗಳ ಬಗ್ಗೆ ಕ್ರಮ ಕೈಗೊಳ್ಳುತ್ತೇವೆ" ಎಂದು ತಿಳಿಸಿದರು. "ನಮ್ಮ ವರದಿ ಕೇಂದ್ರದ ವರದಿ ಜತೆ ಹೊಂದಾಣಿಕೆ ಆಗಬೇಕು. ದೆಹಲಿಯಿಂದ ಬರುವ ಬರ ಅಧ್ಯಯನ ತಂಡಕ್ಕೆ ನಮ್ಮ ವರದಿ ಒಪ್ಪಿಗೆ ಆಗಬೇಕು. ಆಗ ಮಾತ್ರ ಕೇಂದ್ರ ಸರ್ಕಾರ ನೆರವು ನೀಡಲಿದೆ. ನಾವು ನಮ್ಮ ಕೈಲಾದ ಕ್ರಮ ಕೈಗೊಂಡಿದ್ದೇವೆ ಎಂದರು. <box>560 471 1444 719</box>
russia-article <box>929 1493 1568 2025</box>
neet-article <box>62 143 604 871</box>
padayatre-kicker: ಒಂದನೇ ಪುಟದಿಂದ.. <box>560 828 1444 855</box>
padayatre-body: ನಾರಾಯಣಸ್ವಾಮಿ, ಜಗದೀಶ್ ಶೆಟ್ಟರ್, ಸಿ.ಟಿ ರವಿ ಸೇರಿದಂತೆ ಹಲವು ಬಿಜೆಪಿ ನಾಯಕರು ವೇದಿಕೆಯಲ್ಲಿ ಉಪಸ್ಥಿತರಿದ್ದರು. ಪಾದಯಾತ್ರೆ ಸಮಾವೇಶಕ್ಕೆ ಚಾಲನೆ ನೀಡುವುದಕ್ಕೂ ಮುನ್ನ ಬಿ.ವೈ ವಿಜಯೇಂದ್ರ ಅವರು ಗುರುಭವನ ಅಮರೇಶ್ವರ ದೇವಸ್ಥಾನಕ್ಕೆ ಭೇಟಿ ನೀಡಿ ವಿಶೇಷ ಪೂಜೆ ಸಲ್ಲಿಸಿ, ಪಾದಯಾತ್ರೆ ಯಶಸ್ವಿಯಾಗಲಿ ಎಂದು ಪ್ರಾರ್ಥಿಸಿದರು. ಈ ವೇಳೆ ಶಾಸಕ ಮಾನಪ್ಪ ವಜ್ಜಲ್, ಪರಿಷತ್ ಸದಸ್ಯ ರವಿಕುಮಾರ್, ಪ್ರತಾಪಗೌಡ ಪಾಟೀಲ್, ಬಂಗಾರು ಹನುಮಂತು ಹಾಗೂ ಬಸವರಾಜ ದಡೆಸುಗೂರು ಸಾಥ್ ನೀಡಿದರು. ಬಳಿಕ ಗುಲಿಗೀಯ ಶಿವಾಚಾರ್ಯ ಶ್ರೀಗಳ ಆಶೀರ್ವಾದವನ್ನು ವಿಜಯೇಂದ್ರ ಪಡೆದರು. ಇದಕ್ಕೂ ಮುನ್ನ ಶಾಸಕ ಮಾನಪ್ಪ ವಜ್ಜಲ್ ಅವರ ನಿವಾಸಕ್ಕೆ ಮಾಜಿ ಸಿಎಂ ಯಡಿಯೂರಪ್ಪ, ಜಗದೀಶ್ ಶೆಟ್ಟರ್, ಗೋಲಿ ಕಾರಜೋಳ ಹಾಗೂ ಶಾಸಕ ಜನಾರ್ದನ ರೆಡ್ಡಿ ಸೇರಿದಂತೆ ಬಿಜೆಪಿ ನಾಯಕರು ಭೇಟಿ ನೀಡಿದ್ದರು. ಬಳ್ಳಾರಿ ಚಲೋ ವೇದಿಕೆ ಕಾರ್ಯಕ್ರಮಕ್ಕೂ ಮುನ್ನ ಮಾಧ್ಯಮಗಳೊಂದಿಗೆ ಮಾತನಾಡಿದ ಬಿ.ಎಸ್ ಯಡಿಯೂರಪ್ಪ ಅವರು, ಜನಾಕ್ರೋಶಕ್ಕೆ ಮಣಿದು ನಾಗೇಂದ್ರ ರಾಜೀನಾಮೆ ನೀಡಿದ್ದಾರೆ. ರಾಜ್ಯದಲ್ಲಿ ಅಭಿವೃದ್ಧಿ ಸ್ಥಗಿತಗೊಂಡಿದ್ದು, ಭ್ರಷ್ಟಾಚಾರ ತಾಂಡವವಾಡುತ್ತಿದೆ. ಹತ್ತು ಹಲವು ಹಗರಣಗಳಲ್ಲಿ ಸರ್ಕಾರ ಮುಳುಗಿದೆ. ಇಂತಹ ಸರ್ಕಾರದ ವಿರುದ್ಧ ವಿಜಯೇಂದ್ರ ನೇತೃತ್ವದಲ್ಲಿ ಬಿಜೆಪಿ ನಾಯಕರು ಹೋರಾಟಕ್ಕೆ ಇಳಿದಿದ್ದಾರೆ. ಈ ಸರ್ಕಾರ ತೊಲಗುವವರೆಗೂ ಬಿಜೆಪಿ ಹೋರಾಟ ಮುಂದುವರಿಸಲಿದೆ ಎಂದು ಗುಡುಗಿದರು. ಇದೇ ವೇಳೆ ಕೇಂದ್ರ ಸಚಿವ ಹೆಚ್.ಡಿ. ಕುಮಾರಸ್ವಾಮಿ ಅವರು ಅಮೇರಿಕಾದಿಂದ ಮರಳಿದ ಬಳಿಕ ದೇಶದಲ್ಲೇ ಸಂಚಲನ ಮೂಡಿಸುವ ವಿಚಾರ ಬಹಿರಂಗಪಡಿಸುವುದಾಗಿ ನೀಡಿರುವ ಹೇಳಿಕೆ ಕುರಿತು ಪ್ರತಿಕ್ರಿಯಿಸಿದ ಯಡಿಯೂರಪ್ಪ, ಕುಮಾರಸ್ವಾಮಿ ಅವರು ಸುಮ್ಮನೆ ಹೇಳುವುದಿಲ್ಲ. ಅವರು ಹೇಳಿದ್ದಾರೆ ಎಂದರೆ ಸರ್ಕಾರದಲ್ಲೇ ಸಂಚಲನ ಮೂಡಿಸುವ ವಿಷಯ ಇರಬಹುದು. ಅವರ ಹೋರಾಟಕ್ಕೆ ನಾವು ಬೆಂಬಲ ನೀಡುತ್ತೇವೆ ಎಂದರು. <box>560 928 1444 1119</box>
column-divider <box>918 1494 920 2272</box>
